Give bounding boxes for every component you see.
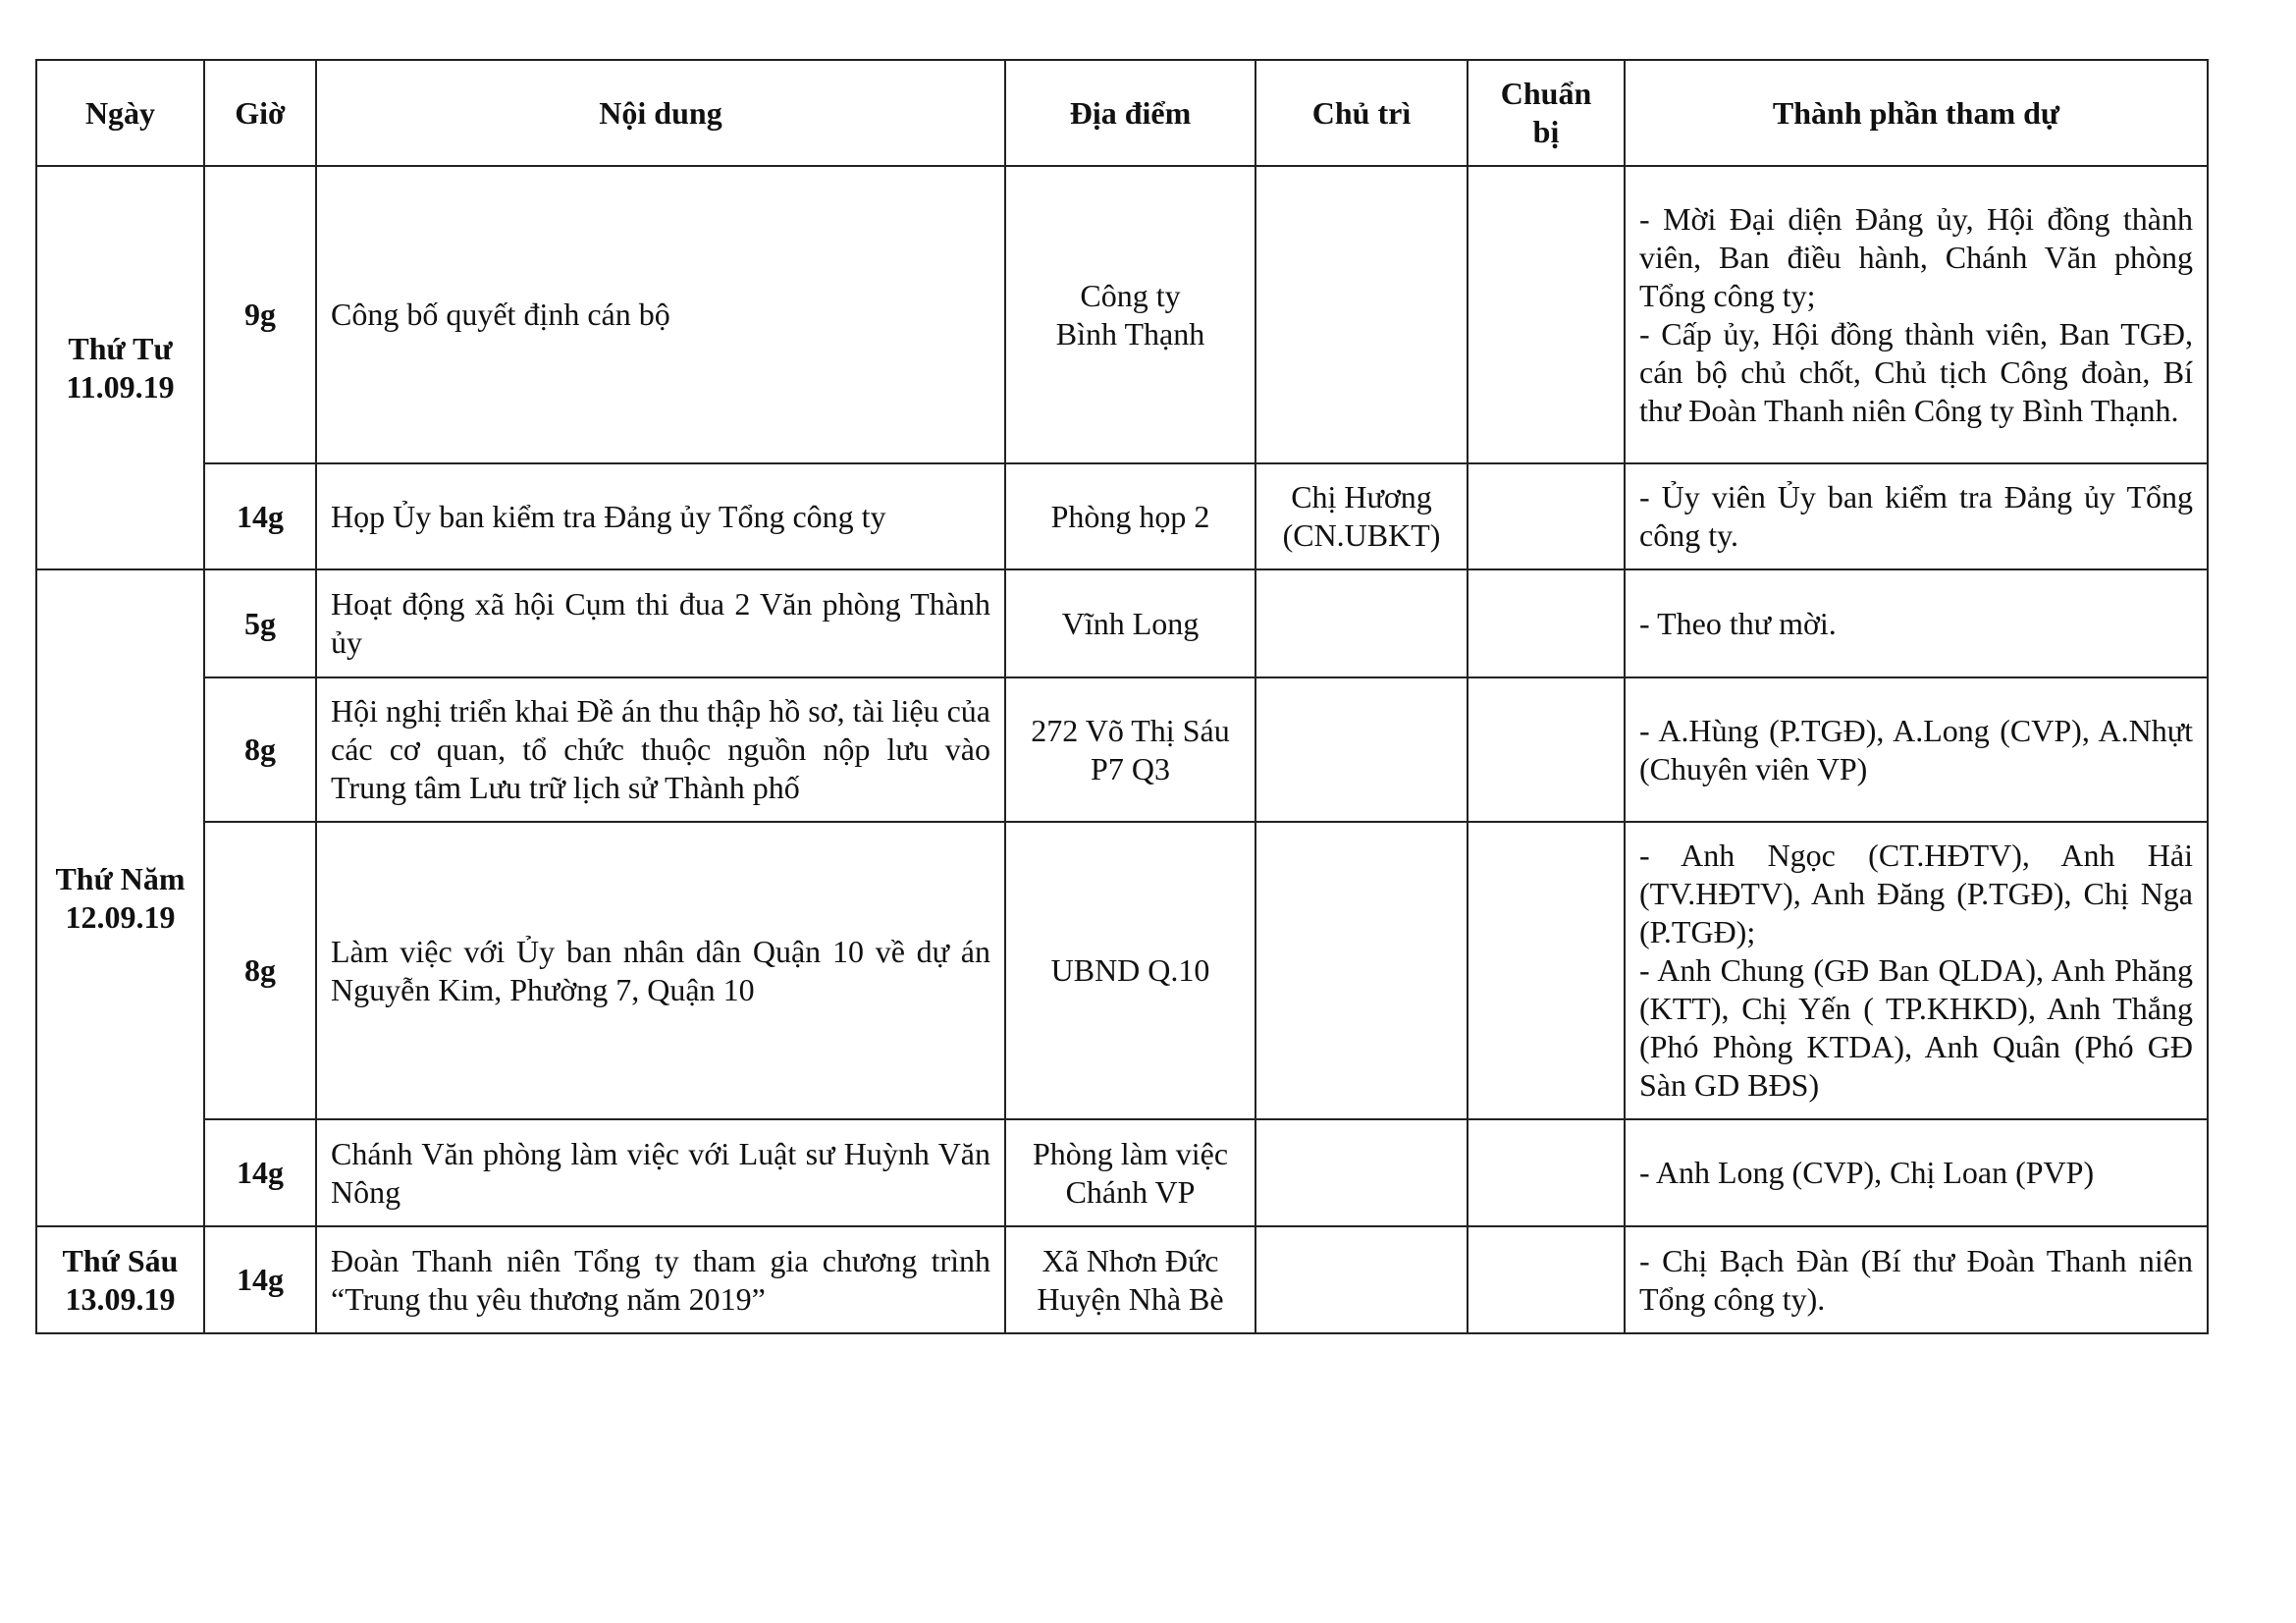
attendee-line: - Mời Đại diện Đảng ủy, Hội đồng thành viên, Ban điều hành, Chánh Văn phòng Tổng công ty; [1639,200,2193,313]
day-cell [36,166,204,569]
day-name: Thứ Tư [68,330,173,366]
prepare-cell [1468,677,1625,822]
attendee-line: - Anh Chung (GĐ Ban QLDA), Anh Phăng (KTT), Chị Yến ( TP.KHKD), Anh Thắng (Phó Phòng KTDA), Anh Quân (Phó GĐ Sàn GD BĐS) [1639,952,2193,1103]
content-cell: Đoàn Thanh niên Tổng ty tham gia chương trình “Trung thu yêu thương năm 2019” [316,1226,1005,1333]
prepare-cell [1468,1119,1625,1226]
time-cell: 14g [204,1119,316,1226]
table-row [36,677,2208,822]
place-cell: Công ty Bình Thạnh [1005,166,1255,463]
prepare-cell [1468,569,1625,677]
prepare-cell [1468,463,1625,569]
header-place: Địa điểm [1005,60,1255,166]
header-day: Ngày [36,60,204,166]
host-cell [1255,166,1468,463]
prepare-cell [1468,822,1625,1119]
attendees-cell [1625,166,2208,463]
table-row [36,1119,2208,1226]
header-host: Chủ trì [1255,60,1468,166]
day-date: 12.09.19 [65,898,176,935]
place-cell: Xã Nhơn Đức Huyện Nhà Bè [1005,1226,1255,1333]
header-row [36,60,2208,166]
day-name: Thứ Năm [55,860,186,896]
header-prepare-line1: Chuẩn [1500,76,1592,111]
prepare-cell [1468,166,1625,463]
content-cell: Hội nghị triển khai Đề án thu thập hồ sơ, tài liệu của các cơ quan, tổ chức thuộc nguồn nộp lưu vào Trung tâm Lưu trữ lịch sử Thành phố [316,677,1005,822]
content-cell: Làm việc với Ủy ban nhân dân Quận 10 về dự án Nguyễn Kim, Phường 7, Quận 10 [316,822,1005,1119]
header-content: Nội dung [316,60,1005,166]
place-cell: Vĩnh Long [1005,569,1255,677]
day-date: 11.09.19 [66,368,175,405]
table-row [36,822,2208,1119]
attendees-cell [1625,822,2208,1119]
attendee-line: - Cấp ủy, Hội đồng thành viên, Ban TGĐ, cán bộ chủ chốt, Chủ tịch Công đoàn, Bí thư Đoàn Thanh niên Công ty Bình Thạnh. [1639,315,2193,428]
table-row [36,463,2208,569]
day-name: Thứ Sáu [62,1242,179,1278]
host-cell [1255,822,1468,1119]
table-row [36,1226,2208,1333]
content-cell: Công bố quyết định cán bộ [316,166,1005,463]
header-time: Giờ [204,60,316,166]
place-cell: UBND Q.10 [1005,822,1255,1119]
header-attendees: Thành phần tham dự [1625,60,2208,166]
header-prepare [1468,60,1625,166]
header-prepare-line2: bị [1532,114,1560,149]
time-cell: 14g [204,1226,316,1333]
content-cell: Chánh Văn phòng làm việc với Luật sư Huỳnh Văn Nông [316,1119,1005,1226]
attendees-cell [1625,463,2208,569]
place-cell: Phòng họp 2 [1005,463,1255,569]
host-cell [1255,1119,1468,1226]
table-row [36,569,2208,677]
time-cell: 14g [204,463,316,569]
attendee-line: - Chị Bạch Đàn (Bí thư Đoàn Thanh niên Tổng công ty). [1639,1242,2193,1317]
place-cell: Phòng làm việc Chánh VP [1005,1119,1255,1226]
content-cell: Họp Ủy ban kiểm tra Đảng ủy Tổng công ty [316,463,1005,569]
host-cell: Chị Hương (CN.UBKT) [1255,463,1468,569]
attendee-line: - Theo thư mời. [1639,605,1837,641]
time-cell: 8g [204,822,316,1119]
attendees-cell [1625,677,2208,822]
prepare-cell [1468,1226,1625,1333]
attendee-line: - Ủy viên Ủy ban kiểm tra Đảng ủy Tổng công ty. [1639,479,2193,553]
table-row [36,166,2208,463]
content-cell: Hoạt động xã hội Cụm thi đua 2 Văn phòng Thành ủy [316,569,1005,677]
attendees-cell [1625,569,2208,677]
attendees-cell [1625,1119,2208,1226]
day-date: 13.09.19 [65,1280,176,1317]
host-cell [1255,569,1468,677]
host-cell [1255,677,1468,822]
attendees-cell [1625,1226,2208,1333]
attendee-line: - Anh Long (CVP), Chị Loan (PVP) [1639,1155,2095,1190]
schedule-table [35,59,2209,1334]
host-cell [1255,1226,1468,1333]
attendee-line: - Anh Ngọc (CT.HĐTV), Anh Hải (TV.HĐTV), Anh Đăng (P.TGĐ), Chị Nga (P.TGĐ); [1639,838,2193,949]
day-cell [36,1226,204,1333]
time-cell: 8g [204,677,316,822]
day-cell [36,569,204,1226]
attendee-line: - A.Hùng (P.TGĐ), A.Long (CVP), A.Nhựt (Chuyên viên VP) [1639,712,2193,786]
time-cell: 9g [204,166,316,463]
place-cell: 272 Võ Thị Sáu P7 Q3 [1005,677,1255,822]
time-cell: 5g [204,569,316,677]
